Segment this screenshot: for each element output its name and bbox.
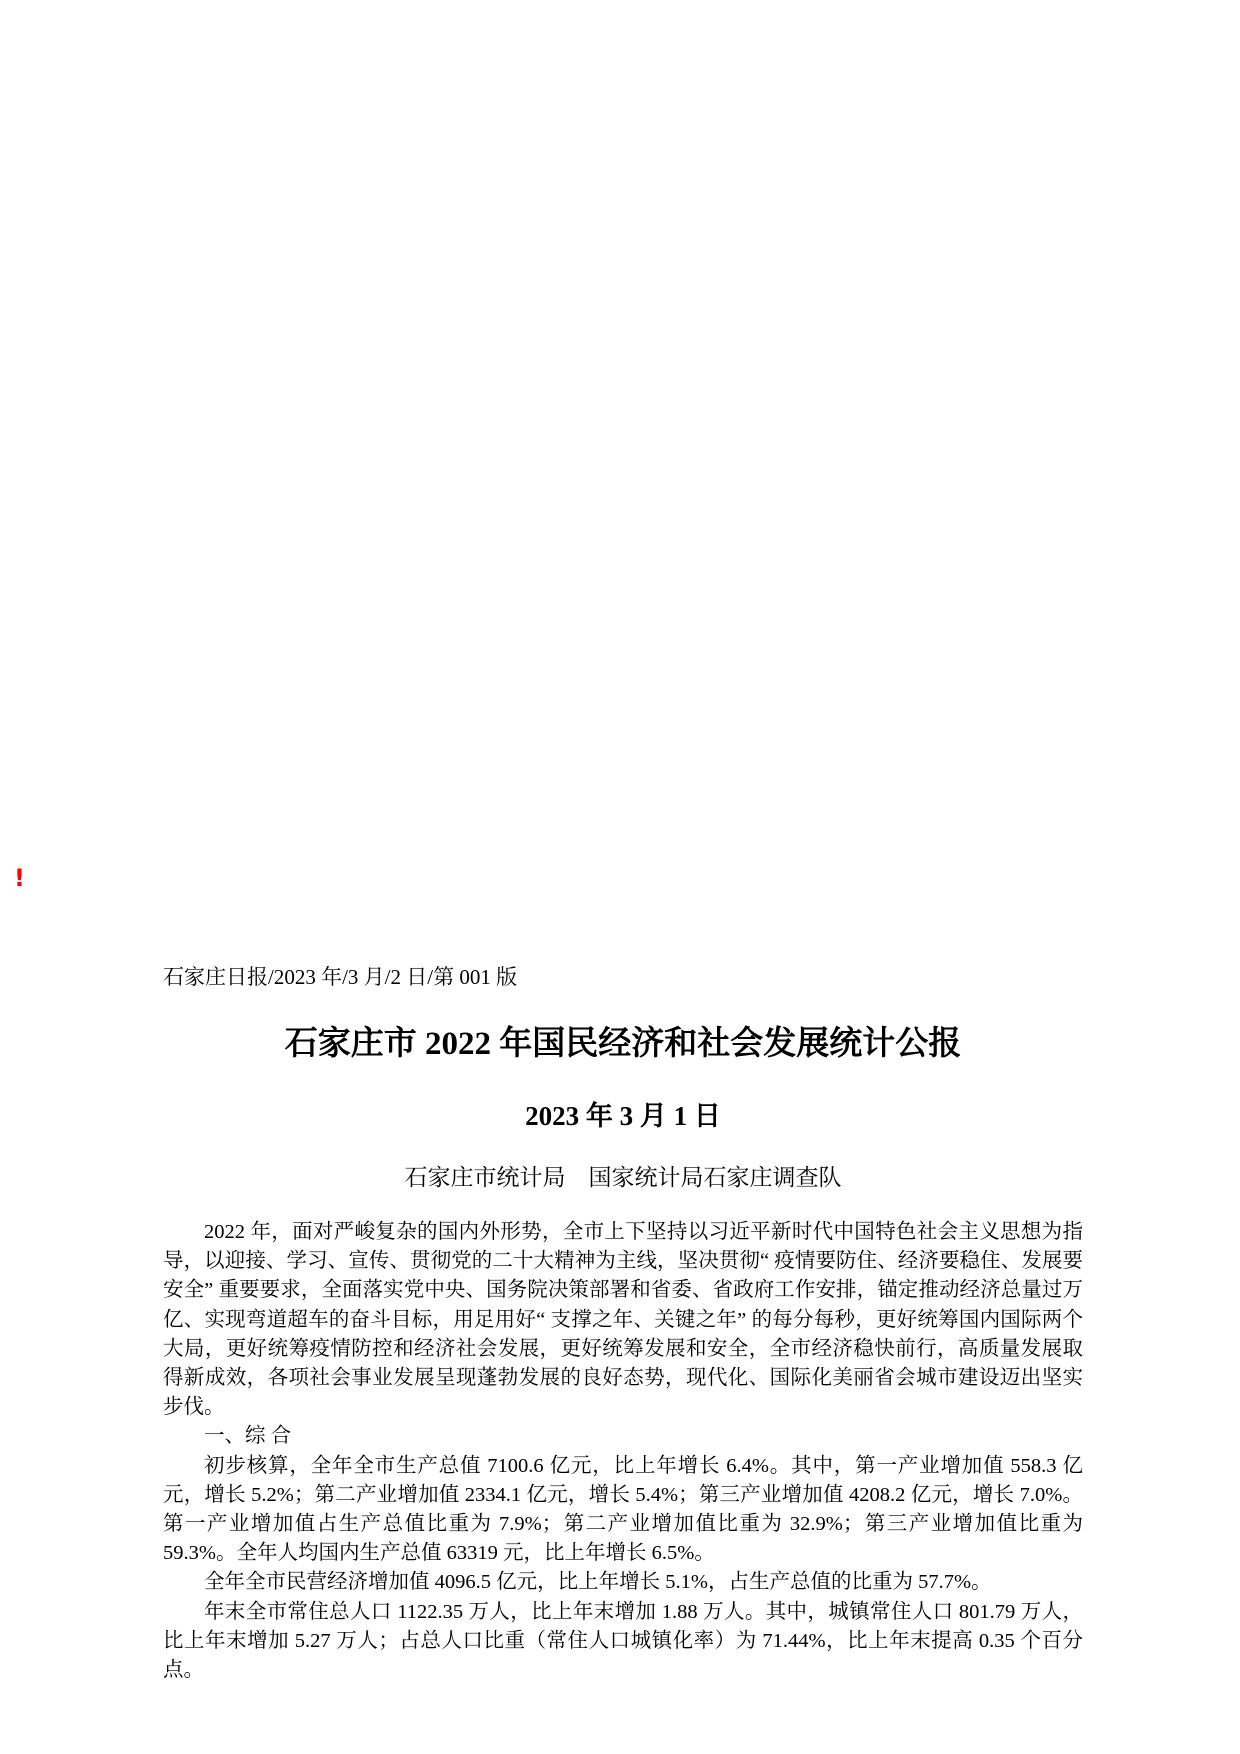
document-title: 石家庄市 2022 年国民经济和社会发展统计公报 [284, 1026, 962, 1062]
document-date: 2023 年 3 月 1 日 [525, 1101, 721, 1131]
body-paragraph: 全年全市民营经济增加值 4096.5 亿元，比上年增长 5.1%，占生产总值的比重为 57.7%。 [204, 1571, 992, 1594]
document-page [163, 962, 1083, 1685]
document-body [163, 1218, 1083, 1685]
section-heading: 一、综 合 [204, 1425, 292, 1448]
body-paragraph: 初步核算，全年全市生产总值 7100.6 亿元，比上年增长 6.4%。其中，第一产业增加值 558.3 亿元，增长 5.2%；第二产业增加值 2334.1 亿元，增长 5.4%；第三产业增加值 4208.2 亿元，增长 7.0%。第一产业增加值占生产总值比重为 7.9%；第二产业增加值比重为 32.9%；第三产业增加值比重为 59.3%。全年人均国内生产总值 63319 元，比上年增长 6.5%。 [163, 1454, 1083, 1565]
body-paragraph: 年末全市常住总人口 1122.35 万人，比上年末增加 1.88 万人。其中，城镇常住人口 801.79 万人，比上年末增加 5.27 万人；占总人口比重（常住人口城镇化率）为 71.44%，比上年末提高 0.35 个百分点。 [163, 1600, 1083, 1682]
warning-mark: ! [14, 864, 25, 892]
intro-paragraph: 2022 年，面对严峻复杂的国内外形势，全市上下坚持以习近平新时代中国特色社会主义思想为指导，以迎接、学习、宣传、贯彻党的二十大精神为主线，坚决贯彻“ 疫情要防住、经济要稳住、发展要安全” 重要要求，全面落实党中央、国务院决策部署和省委、省政府工作安排，锚定推动经济总量过万亿、实现弯道超车的奋斗目标，用足用好“ 支撑之年、关键之年” 的每分每秒，更好统筹国内国际两个大局，更好统筹疫情防控和经济社会发展，更好统筹发展和安全，全市经济稳快前行，高质量发展取得新成效，各项社会事业发展呈现蓬勃发展的良好态势，现代化、国际化美丽省会城市建设迈出坚实步伐。 [163, 1221, 1083, 1419]
source-line: 石家庄日报/2023 年/3 月/2 日/第 001 版 [163, 965, 518, 989]
document-authors: 石家庄市统计局 国家统计局石家庄调查队 [404, 1165, 842, 1190]
